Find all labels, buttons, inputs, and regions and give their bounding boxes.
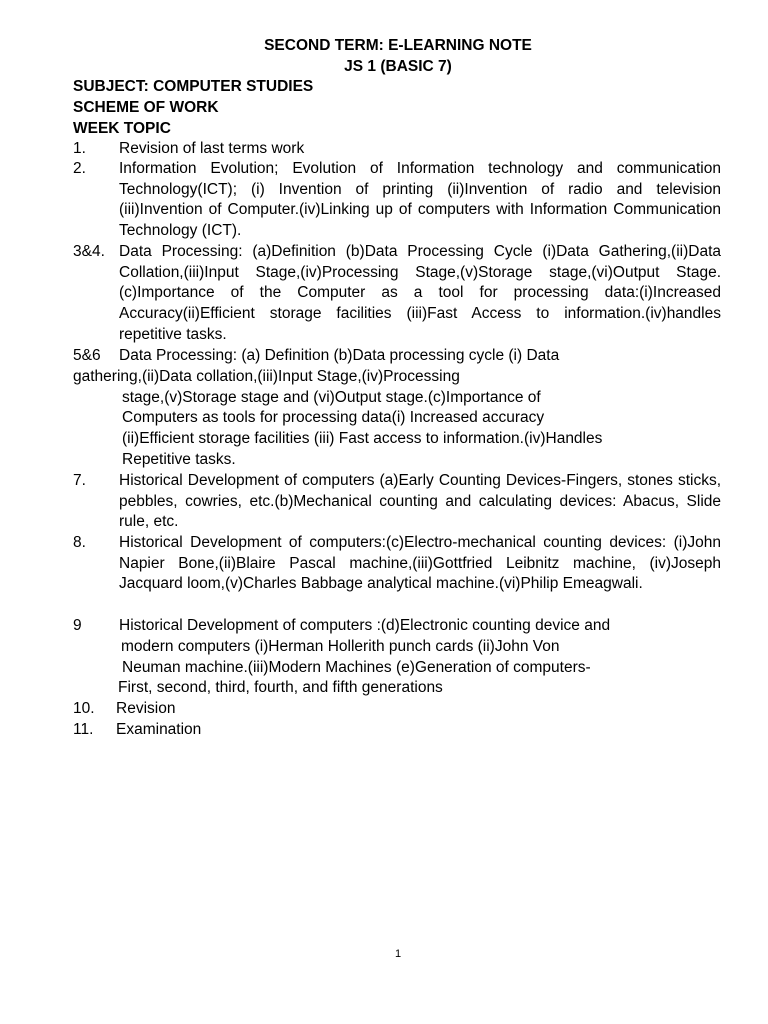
week-topic-line: modern computers (i)Herman Hollerith punch cards (ii)John Von [121, 638, 560, 655]
list-item [73, 533, 721, 595]
subject-heading: SUBJECT: COMPUTER STUDIES [73, 78, 314, 95]
week-topic: Revision [116, 700, 176, 717]
week-topic-line: stage,(v)Storage stage and (vi)Output stage.(c)Importance of [122, 389, 541, 406]
list-item [73, 242, 721, 346]
week-topic: Historical Development of computers (a)Early Counting Devices-Fingers, stones sticks, pebbles, cowries, etc.(b)Mechanical counting and calculating devices: Abacus, Slide rule, etc. [119, 472, 721, 531]
week-number: 1. [73, 140, 86, 157]
week-topic-line: Computers as tools for processing data(i) Increased accuracy [122, 409, 545, 426]
list-item [73, 159, 721, 242]
week-number: 3&4. [73, 243, 105, 260]
page-number: 1 [394, 948, 402, 960]
week-number: 7. [73, 472, 86, 489]
week-topic-line: Repetitive tasks. [122, 451, 236, 468]
week-number: 9 [73, 617, 82, 634]
document-title: SECOND TERM: E-LEARNING NOTE [264, 37, 532, 54]
class-heading: JS 1 (BASIC 7) [344, 58, 452, 75]
week-number: 2. [73, 160, 86, 177]
week-number: 5&6 [73, 347, 101, 364]
week-topic-line: Data Processing: (a) Definition (b)Data processing cycle (i) Data [119, 347, 560, 364]
list-item [73, 471, 721, 533]
week-number: 8. [73, 534, 86, 551]
week-topic: Examination [116, 721, 202, 738]
week-topic: Revision of last terms work [119, 140, 305, 157]
week-topic: Historical Development of computers:(c)Electro-mechanical counting devices: (i)John Napier Bone,(ii)Blaire Pascal machine,(iii)Gottfried Leibnitz machine, (iv)Joseph Jacquard loom,(v)Charles Babbage analytical machine.(vi)Philip Emeagwali. [119, 534, 721, 593]
week-topic-line: (ii)Efficient storage facilities (iii) Fast access to information.(iv)Handles [122, 430, 603, 447]
week-topic-line: Neuman machine.(iii)Modern Machines (e)Generation of computers- [122, 659, 591, 676]
list-item [73, 139, 721, 160]
week-number: 11. [73, 721, 94, 738]
week-topic-line: First, second, third, fourth, and fifth generations [118, 679, 443, 696]
week-topic: Data Processing: (a)Definition (b)Data Processing Cycle (i)Data Gathering,(ii)Data Collation,(iii)Input Stage,(iv)Processing Stage,(v)Storage stage,(vi)Output Stage. (c)Importance of the Computer as a tool for processing data:(i)Increased Accuracy(ii)Efficient storage facilities (iii)Fast Access to information.(iv)handles repetitive tasks. [119, 243, 721, 343]
scheme-heading: SCHEME OF WORK [73, 99, 219, 116]
week-topic: Information Evolution; Evolution of Information technology and communication Technology(ICT); (i) Invention of printing (ii)Invention of radio and television (iii)Invention of Computer.(iv)Linking up of computers with Information Communication Technology (ICT). [119, 160, 721, 240]
week-number: 10. [73, 700, 95, 717]
column-headings: WEEK TOPIC [73, 120, 171, 137]
week-topic-line: Historical Development of computers :(d)Electronic counting device and [119, 617, 611, 634]
week-topic-line: gathering,(ii)Data collation,(iii)Input Stage,(iv)Processing [73, 368, 460, 385]
